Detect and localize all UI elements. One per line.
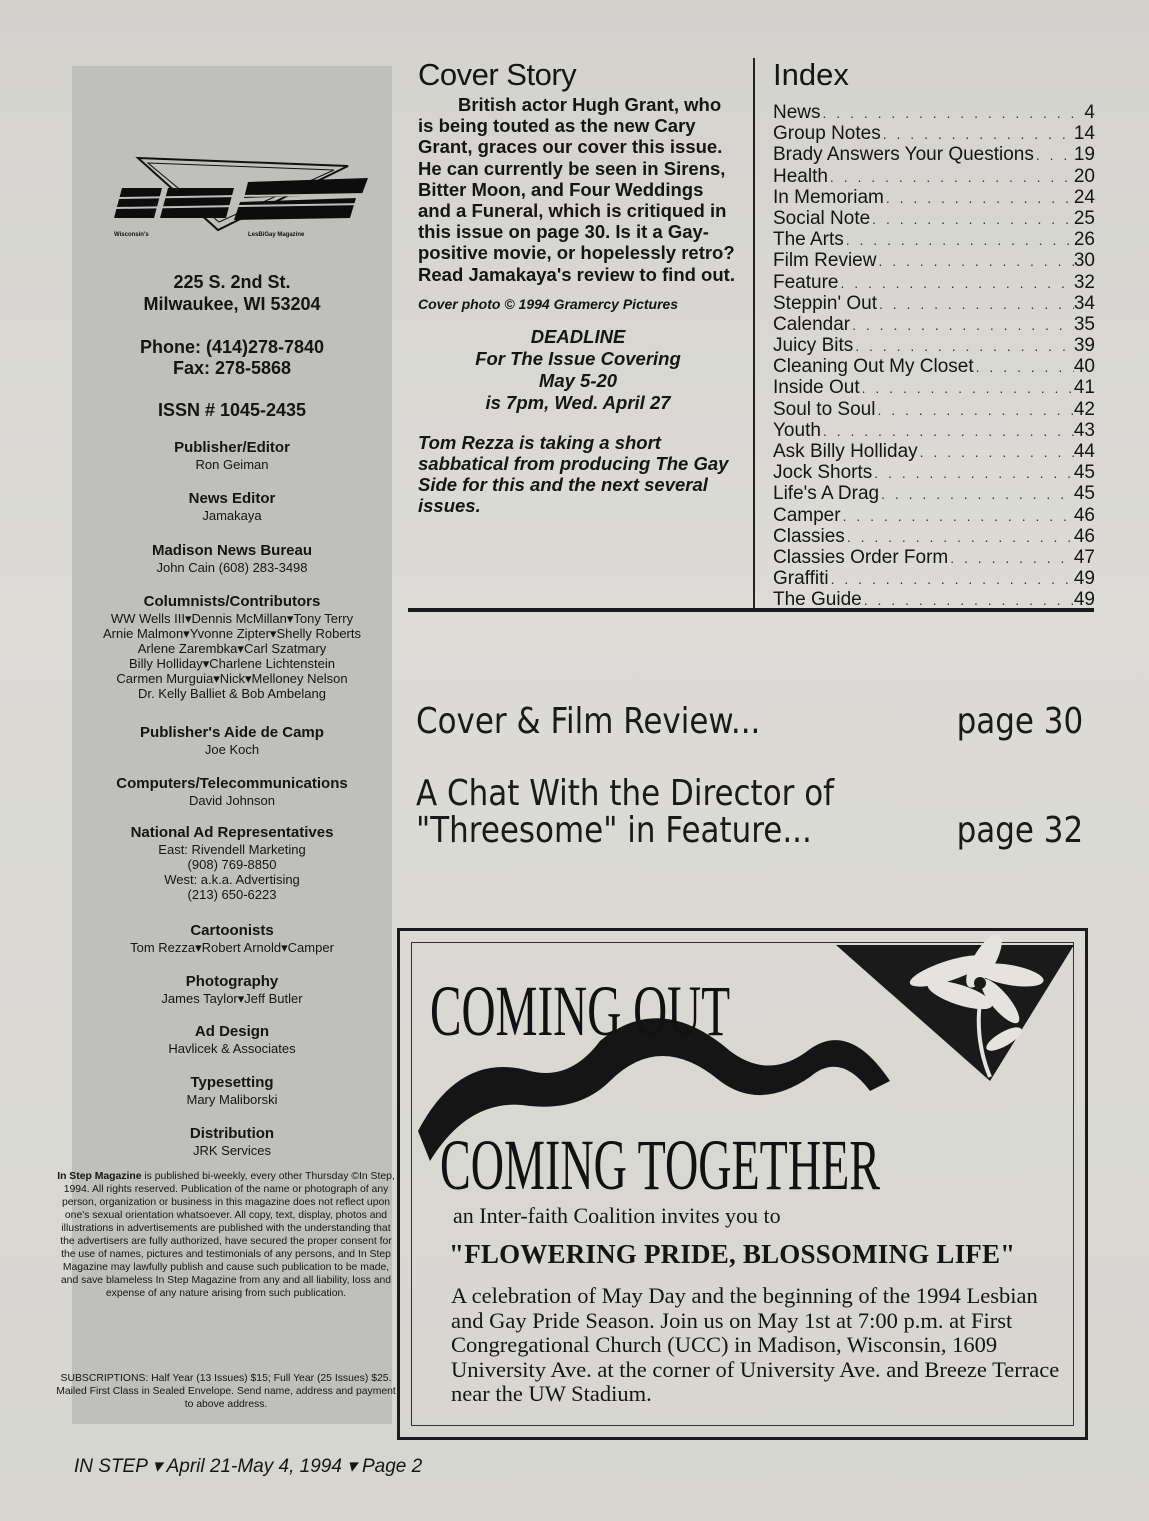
index-item-title: Inside Out: [773, 377, 860, 399]
index-row: [773, 441, 1095, 462]
ad-artwork: [400, 931, 1091, 1201]
subscriptions: SUBSCRIPTIONS: Half Year (13 Issues) $15; Full Year (25 Issues) $25. Mailed First Class in Sealed Envelope. Send name, address and payment to above address.: [56, 1373, 396, 1410]
index-leader-dots: [877, 294, 1074, 315]
ad-title: "FLOWERING PRIDE, BLOSSOMING LIFE": [449, 1239, 1016, 1269]
index-leader-dots: [850, 315, 1074, 336]
index-row: [773, 335, 1095, 356]
staff-name: John Cain (608) 283-3498: [156, 560, 308, 575]
index-item-title: Camper: [773, 504, 841, 526]
index-row: [773, 377, 1095, 398]
staff-photography: [72, 973, 392, 1006]
staff-columnists: [64, 593, 400, 701]
column-divider: [753, 58, 755, 610]
index-item-page: 20: [1073, 165, 1095, 187]
index: [773, 56, 1095, 611]
coming-out-ad: [397, 928, 1088, 1440]
staff-name: Tom Rezza▾Robert Arnold▾Camper: [130, 940, 334, 955]
staff-name: David Johnson: [189, 793, 275, 808]
index-leader-dots: [879, 484, 1074, 505]
index-item-title: Classies: [773, 525, 845, 547]
index-row: [773, 272, 1095, 293]
phone: Phone: (414)278-7840: [139, 337, 325, 357]
index-item-page: 44: [1073, 441, 1095, 462]
staff-title: Photography: [185, 973, 279, 990]
index-leader-dots: [974, 357, 1074, 378]
index-item-page: 26: [1073, 229, 1095, 251]
index-leader-dots: [872, 463, 1074, 484]
index-item-title: Jock Shorts: [773, 462, 873, 484]
staff-name: Arlene Zarembka▾Carl Szatmary: [137, 641, 327, 656]
index-leader-dots: [870, 209, 1074, 230]
index-item-title: Ask Billy Holliday: [773, 441, 918, 462]
index-item-title: Health: [773, 165, 828, 187]
index-item-page: 42: [1073, 398, 1095, 420]
index-item-title: News: [773, 102, 821, 123]
index-row: [773, 293, 1095, 314]
masthead-column: [56, 66, 396, 1424]
teaser-cover-film: Cover & Film Review...: [416, 701, 761, 742]
staff-title: News Editor: [188, 490, 276, 507]
index-item-page: 25: [1073, 207, 1095, 229]
teaser-page-32: page 32: [956, 810, 1083, 851]
index-heading: Index: [773, 57, 849, 92]
deadline-line: May 5-20: [538, 369, 618, 391]
staff-publisher: [72, 439, 392, 472]
index-item-page: 4: [1084, 102, 1095, 123]
staff-title: National Ad Representatives: [130, 824, 334, 841]
index-item-title: Classies Order Form: [773, 546, 949, 568]
index-leader-dots: [844, 230, 1074, 251]
index-leader-dots: [821, 421, 1074, 442]
index-row: [773, 526, 1095, 547]
issn: ISSN # 1045-2435: [157, 400, 307, 420]
index-item-title: In Memoriam: [773, 186, 884, 208]
staff-title: Ad Design: [194, 1023, 270, 1040]
staff-name: Arnie Malmon▾Yvonne Zipter▾Shelly Roberts: [102, 626, 361, 641]
staff-name: Carmen Murguia▾Nick▾Melloney Nelson: [116, 671, 348, 686]
staff-name: Billy Holliday▾Charlene Lichtenstein: [129, 656, 335, 671]
staff-title: Publisher's Aide de Camp: [140, 724, 324, 741]
staff-news-editor: [72, 490, 392, 523]
index-item-page: 19: [1073, 144, 1095, 166]
index-item-title: Steppin' Out: [773, 292, 877, 314]
cover-story-text: British actor Hugh Grant, who is being touted as the new Cary Grant, graces our cover this issue. He can currently be seen in Sirens, Bitter Moon, and Four Weddings and a Funeral, which is critiqued in this issue on page 30. Is it a Gay-positive movie, or hopelessly retro? Read Jamakaya's review to find out.: [418, 94, 735, 285]
index-item-page: 45: [1073, 483, 1095, 505]
index-item-page: 24: [1073, 186, 1095, 208]
index-row: [773, 144, 1095, 165]
index-row: [773, 187, 1095, 208]
staff-title: Distribution: [189, 1125, 275, 1142]
address-line-1: 225 S. 2nd St.: [173, 272, 291, 292]
index-row: [773, 166, 1095, 187]
index-item-title: Soul to Soul: [773, 398, 876, 420]
index-leader-dots: [918, 442, 1074, 463]
staff-name: Ron Geiman: [195, 457, 269, 472]
index-item-page: 43: [1073, 419, 1095, 441]
index-item-title: The Arts: [773, 229, 844, 251]
index-leader-dots: [828, 167, 1074, 188]
staff-ad-design: [72, 1023, 392, 1056]
index-item-title: Feature: [773, 271, 839, 293]
cover-story-heading: Cover Story: [418, 57, 577, 92]
staff-name: Havlicek & Associates: [168, 1041, 296, 1056]
index-item-page: 30: [1073, 250, 1095, 272]
staff-distribution: [72, 1125, 392, 1158]
ad-headline-coming-out: COMING OUT: [430, 971, 730, 1051]
index-item-page: 41: [1073, 377, 1095, 399]
staff-name: JRK Services: [192, 1143, 272, 1158]
index-leader-dots: [821, 103, 1085, 124]
staff-madison: [72, 542, 392, 575]
staff-name: James Taylor▾Jeff Butler: [161, 991, 303, 1006]
index-item-page: 47: [1073, 546, 1095, 568]
index-item-page: 32: [1073, 271, 1095, 293]
index-leader-dots: [829, 569, 1074, 590]
index-item-title: Youth: [773, 419, 821, 441]
index-leader-dots: [948, 548, 1074, 569]
index-item-title: Film Review: [773, 250, 877, 272]
index-item-title: The Guide: [773, 589, 862, 611]
index-list: [773, 102, 1095, 611]
staff-name: Mary Maliborski: [186, 1092, 278, 1107]
staff-ad-reps: [72, 824, 392, 902]
photo-credit: Cover photo © 1994 Gramercy Pictures: [418, 295, 679, 312]
legal-text: is published bi-weekly, every other Thursday ©In Step, 1994. All rights reserved. Publication of the name or photograph of any person, organization or business in this magazine does not reflect upon one's sexual orientation whatsoever. All copy, text, display, photos and illustrations in advertisements are published with the understanding that the advertisers are fully authorized, have secured the proper consent for the use of names, pictures and testimonials of any persons, and In Step Magazine may lawfully publish and cause such publication to be made, and save blameless In Step Magazine from any and all liability, loss and expense of any nature arising from such publication.: [60, 1171, 395, 1299]
legal-notice: [56, 1170, 396, 1300]
index-row: [773, 589, 1095, 610]
index-row: [773, 462, 1095, 483]
staff-name: Dr. Kelly Balliet & Bob Ambelang: [138, 686, 326, 701]
ad-subline: an Inter-faith Coalition invites you to: [453, 1203, 781, 1228]
index-leader-dots: [884, 188, 1074, 209]
index-row: [773, 102, 1095, 123]
index-item-page: 35: [1073, 313, 1095, 335]
index-leader-dots: [841, 506, 1074, 527]
index-leader-dots: [845, 527, 1074, 548]
index-leader-dots: [838, 273, 1073, 294]
staff-name: Joe Koch: [204, 742, 260, 757]
index-row: [773, 505, 1095, 526]
index-item-page: 46: [1073, 525, 1095, 547]
legal-lead: In Step Magazine: [57, 1171, 142, 1182]
index-item-title: Life's A Drag: [773, 483, 880, 505]
cover-story: [418, 56, 738, 516]
index-row: [773, 229, 1095, 250]
index-leader-dots: [853, 336, 1074, 357]
staff-title: Cartoonists: [190, 922, 274, 939]
address-line-2: Milwaukee, WI 53204: [143, 294, 321, 314]
deadline-line: DEADLINE: [530, 325, 626, 347]
index-row: [773, 123, 1095, 144]
teaser-director-line1: A Chat With the Director of: [416, 773, 835, 814]
staff-name: West: a.k.a. Advertising: [164, 872, 300, 887]
staff-aide: [72, 724, 392, 757]
ad-headline-coming-together: COMING TOGETHER: [440, 1125, 880, 1201]
index-item-title: Group Notes: [773, 123, 881, 145]
ad-body: A celebration of May Day and the beginning of the 1994 Lesbian and Gay Pride Season. Join us on May 1st at 7:00 p.m. at First Congregational Church (UCC) in Madison, Wisconsin, 1609 University Ave. at the corner of University Ave. and Breeze Terrace near the UW Stadium.: [451, 1283, 1060, 1406]
index-row: [773, 356, 1095, 377]
index-item-title: Social Note: [773, 207, 871, 229]
index-item-page: 49: [1073, 589, 1095, 611]
fax: Fax: 278-5868: [172, 358, 292, 378]
staff-title: Computers/Telecommunications: [116, 775, 348, 792]
index-item-page: 14: [1073, 123, 1095, 145]
staff-title: Columnists/Contributors: [143, 593, 321, 610]
index-leader-dots: [881, 124, 1074, 145]
sabbatical-note: Tom Rezza is taking a short sabbatical from producing The Gay Side for this and the next several issues.: [418, 431, 729, 516]
index-leader-dots: [876, 251, 1073, 272]
index-item-title: Brady Answers Your Questions: [773, 144, 1034, 166]
staff-cartoonists: [72, 922, 392, 955]
index-row: [773, 420, 1095, 441]
index-row: [773, 314, 1095, 335]
staff-name: WW Wells III▾Dennis McMillan▾Tony Terry: [110, 611, 354, 626]
index-leader-dots: [1034, 145, 1074, 166]
index-item-page: 40: [1073, 356, 1095, 378]
index-item-page: 39: [1073, 335, 1095, 357]
index-row: [773, 399, 1095, 420]
index-row: [773, 250, 1095, 271]
staff-title: Typesetting: [190, 1074, 274, 1091]
deadline-line: is 7pm, Wed. April 27: [485, 391, 671, 413]
staff-title: Madison News Bureau: [151, 542, 313, 559]
index-item-page: 46: [1073, 504, 1095, 526]
index-row: [773, 547, 1095, 568]
deadline-notice: [418, 326, 738, 414]
staff-name: (213) 650-6223: [187, 887, 277, 902]
index-item-title: Cleaning Out My Closet: [773, 356, 974, 378]
staff-name: Jamakaya: [202, 508, 262, 523]
staff-title: Publisher/Editor: [174, 439, 290, 456]
index-item-page: 45: [1073, 462, 1095, 484]
logo-left-text: Wisconsin's: [114, 232, 149, 238]
index-leader-dots: [875, 400, 1073, 421]
logo-right-text: LesBiGay Magazine: [248, 232, 305, 238]
index-row: [773, 208, 1095, 229]
index-leader-dots: [860, 378, 1074, 399]
index-row: [773, 568, 1095, 589]
index-row: [773, 483, 1095, 504]
in-step-logo: [98, 154, 388, 254]
index-item-page: 49: [1073, 568, 1095, 590]
index-item-title: Calendar: [773, 313, 851, 335]
teaser-page-30: page 30: [956, 701, 1083, 742]
teaser-director-line2: "Threesome" in Feature...: [416, 810, 812, 851]
index-item-title: Juicy Bits: [773, 335, 854, 357]
index-leader-dots: [862, 590, 1074, 611]
staff-name: (908) 769-8850: [187, 857, 277, 872]
index-item-title: Graffiti: [773, 568, 829, 590]
deadline-line: For The Issue Covering: [475, 347, 681, 369]
staff-name: East: Rivendell Marketing: [158, 842, 306, 857]
page-footer: IN STEP ▾ April 21-May 4, 1994 ▾ Page 2: [74, 1456, 423, 1477]
index-item-page: 34: [1073, 292, 1095, 314]
staff-computers: [72, 775, 392, 808]
staff-typesetting: [72, 1074, 392, 1107]
